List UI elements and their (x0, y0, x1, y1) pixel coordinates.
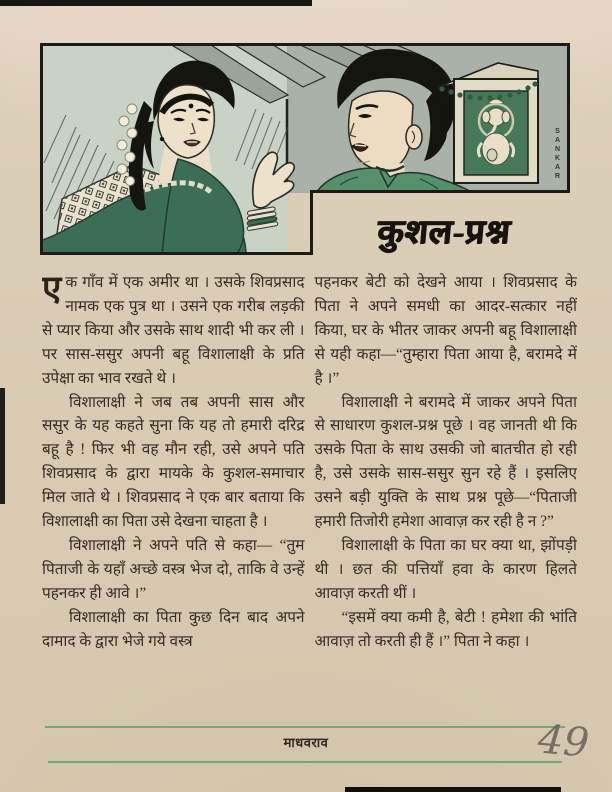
scan-artifact-left (0, 388, 5, 504)
story-paragraph: विशालाक्षी ने बरामदे में जाकर अपने पिता से साधारण कुशल-प्रश्न पूछे । वह जानती थी कि उसके पिता के साथ उसकी जो बातचीत हो रही है, उसे उसके सास-ससुर सुन रहे हैं । इसलिए उसने बड़ी युक्ति के साथ प्रश्न पूछे—“पिताजी हमारी तिजोरी हमेशा आवाज़ कर रही है न ?” (314, 393, 577, 531)
scan-artifact-top (0, 0, 312, 6)
artist-signature: SANKAR (554, 128, 561, 182)
story-paragraph: विशालाक्षी का पिता कुछ दिन बाद अपने दामाद के द्वारा भेजे गये वस्त्र (42, 608, 305, 650)
footer-rule-bottom (48, 761, 562, 763)
scan-artifact-bottom (345, 787, 561, 792)
ganesha-frame (438, 63, 538, 183)
story-paragraph: एक गाँव में एक अमीर था । उसके शिवप्रसाद नामक एक पुत्र था । उसने एक गरीब लड़की से प्यार किया और उसके साथ शादी भी कर ली । पर सास-ससुर अपनी बहू विशालाक्षी के प्रति उपेक्षा का भाव रखते थे । (42, 271, 305, 387)
story-text (42, 271, 577, 719)
left-column (42, 271, 305, 719)
story-paragraph: विशालाक्षी के पिता का घर क्या था, झोंपड़ी थी । छत की पत्तियाँ हवा के कारण हिलते आवाज़ करती थीं । (314, 536, 577, 602)
footer-rule-top (45, 726, 565, 728)
story-paragraph: “इसमें क्या कमी है, बेटी ! हमेशा की भांति आवाज़ तो करती ही हैं ।” पिता ने कहा । (314, 608, 577, 650)
bindi (189, 104, 194, 109)
story-paragraph: विशालाक्षी ने जब तब अपनी सास और ससुर के यह कहते सुना कि यह तो हमारी दरिद्र बहू है ! फिर भी वह मौन रही, उसे अपने पति शिवप्रसाद के द्वारा मायके के कुशल-समाचार मिल जाते थे । शिवप्रसाद ने एक बार बताया कि विशालाक्षी का पिता उसे देखना चाहता है । (42, 393, 305, 531)
footer-author: माधवराव (283, 735, 329, 750)
story-title: कुशल-प्रश्न (375, 214, 512, 251)
right-column (315, 271, 578, 719)
handwritten-page-number: 49 (536, 716, 591, 767)
story-paragraph: विशालाक्षी ने अपने पति से कहा— “तुम पिताजी के यहाँ अच्छे वस्त्र भेज दो, ताकि वे उन्हें पहनकर ही आवे ।” (42, 536, 305, 602)
story-paragraph: पहनकर बेटी को देखने आया । शिवप्रसाद के पिता ने अपने समधी का आदर-सत्कार नहीं किया, घर के भीतर जाकर अपनी बहू विशालाक्षी से यही कहा—“तुम्हारा पिता आया है, बरामदे में है ।” (314, 274, 577, 387)
drop-cap: ए (42, 271, 62, 308)
earring (160, 137, 164, 141)
